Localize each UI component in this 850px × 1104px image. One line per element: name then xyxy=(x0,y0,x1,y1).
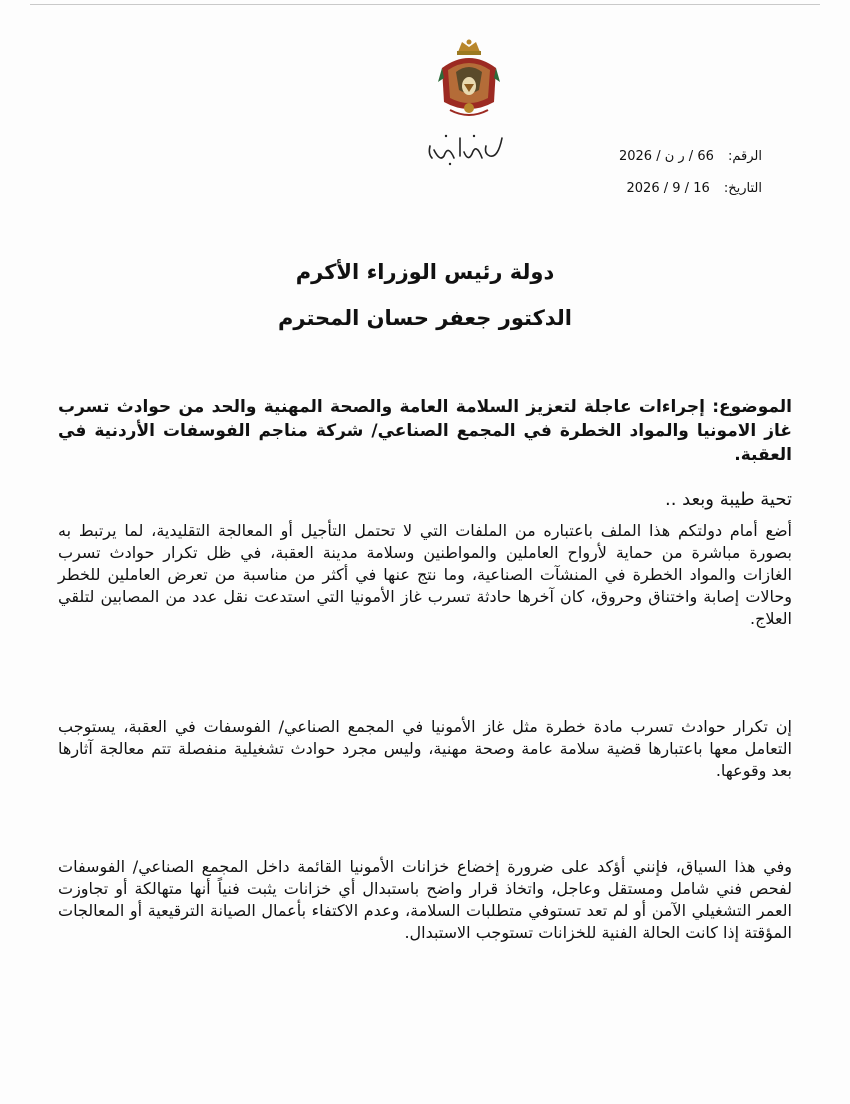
body-paragraph-2: إن تكرار حوادث تسرب مادة خطرة مثل غاز الأمونيا في المجمع الصناعي/ الفوسفات في العقبة، يستوجب التعامل معها باعتبارها قضية سلامة عامة وصحة مهنية، وليس مجرد حوادث تشغيلية منفصلة تتم معالجة آثارها بعد وقوعها. xyxy=(58,717,792,780)
addressee-title: دولة رئيس الوزراء الأكرم xyxy=(295,260,555,284)
date-value: 16 / 9 / 2026 xyxy=(626,181,710,196)
addressee-name: الدكتور جعفر حسان المحترم xyxy=(278,306,572,330)
coat-of-arms-icon xyxy=(436,38,502,122)
body-paragraph-1: أضع أمام دولتكم هذا الملف باعتباره من الملفات التي لا تحتمل التأجيل أو المعالجة التقليدية، لما يرتبط به بصورة مباشرة من حماية لأرواح العاملين والمواطنين وسلامة مدينة العقبة، في ظل تكرار حوادث تسرب الغازات والمواد الخطرة في المنشآت الصناعية، وما نتج عنها في أكثر من مناسبة من تعرض العاملين للخطر وحالات إصابة واختناق وحروق، كان آخرها حادثة تسرب غاز الأمونيا التي استدعت نقل عدد من المصابين لتلقي العلاج. xyxy=(58,521,792,628)
letter-date xyxy=(627,180,763,198)
reference-value: 66 / ر ن / 2026 xyxy=(618,149,714,164)
reference-label: الرقم: xyxy=(728,149,762,164)
body-paragraph-3: وفي هذا السياق، فإنني أؤكد على ضرورة إخضاع خزانات الأمونيا القائمة داخل المجمع الصناعي/ الفوسفات لفحص فني شامل ومستقل وعاجل، واتخاذ قرار واضح باستبدال أي خزانات يثبت فنياً أنها متهالكة أو تجاوزت العمر التشغيلي الآمن أو لم تعد تستوفي متطلبات السلامة، وعدم الاكتفاء بأعمال الصيانة الترقيعية أو المعالجات المؤقتة إذا كانت الحالة الفنية للخزانات تستوجب الاستبدال. xyxy=(58,857,792,942)
subject-line: الموضوع: إجراءات عاجلة لتعزيز السلامة العامة والصحة المهنية والحد من حوادث تسرب غاز الامونيا والمواد الخطرة في المجمع الصناعي/ شركة مناجم الفوسفات الأردنية في العقبة. xyxy=(58,397,792,465)
date-label: التاريخ: xyxy=(723,181,762,196)
greeting: تحية طيبة وبعد .. xyxy=(665,489,792,510)
house-of-representatives-calligraphy xyxy=(424,128,508,168)
reference-number xyxy=(619,148,762,166)
top-edge-line xyxy=(30,4,820,5)
